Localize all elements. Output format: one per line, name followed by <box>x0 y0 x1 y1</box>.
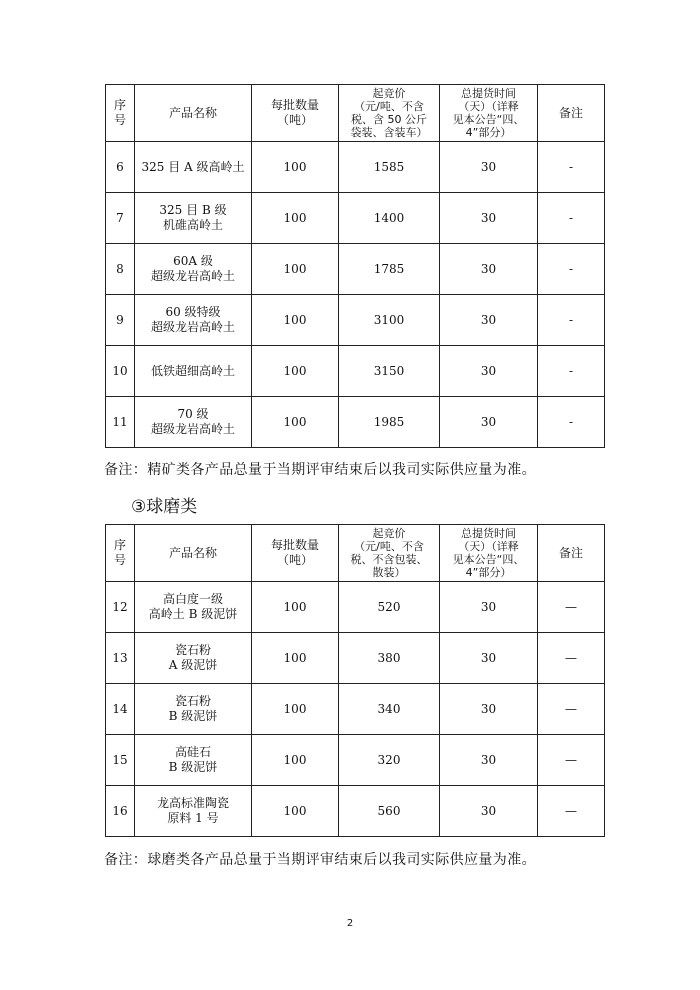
cell-product-name: 瓷石粉 A 级泥饼 <box>135 633 252 684</box>
cell-product-name: 60A 级 超级龙岩高岭土 <box>135 244 252 295</box>
cell-starting-price: 560 <box>339 786 440 837</box>
table-row <box>106 397 605 448</box>
cell-pickup-time: 30 <box>440 582 538 633</box>
cell-starting-price: 380 <box>339 633 440 684</box>
header-pickup-time: 总提货时间 （天）（详释 见本公告“四、 4”部分） <box>440 525 538 582</box>
cell-starting-price: 1985 <box>339 397 440 448</box>
cell-note: — <box>538 582 605 633</box>
header-starting-price: 起竞价 （元/吨、不含 税、含 50 公斤 袋装、含装车） <box>339 85 440 142</box>
table-header-row <box>106 85 605 142</box>
cell-note: - <box>538 346 605 397</box>
cell-batch-quantity: 100 <box>252 633 339 684</box>
cell-serial-no: 6 <box>106 142 135 193</box>
cell-batch-quantity: 100 <box>252 735 339 786</box>
cell-batch-quantity: 100 <box>252 193 339 244</box>
header-serial-no: 序 号 <box>106 525 135 582</box>
cell-serial-no: 9 <box>106 295 135 346</box>
cell-starting-price: 1785 <box>339 244 440 295</box>
table-row <box>106 582 605 633</box>
table-row <box>106 142 605 193</box>
table-row <box>106 193 605 244</box>
header-serial-no: 序 号 <box>106 85 135 142</box>
cell-note: - <box>538 142 605 193</box>
header-note: 备注 <box>538 525 605 582</box>
cell-product-name: 瓷石粉 B 级泥饼 <box>135 684 252 735</box>
table-row <box>106 684 605 735</box>
cell-note: — <box>538 735 605 786</box>
ball-mill-section-heading: ③球磨类 <box>131 497 198 517</box>
cell-note: — <box>538 633 605 684</box>
cell-batch-quantity: 100 <box>252 346 339 397</box>
cell-serial-no: 8 <box>106 244 135 295</box>
cell-note: - <box>538 295 605 346</box>
cell-pickup-time: 30 <box>440 786 538 837</box>
table-row <box>106 295 605 346</box>
cell-product-name: 高硅石 B 级泥饼 <box>135 735 252 786</box>
cell-starting-price: 320 <box>339 735 440 786</box>
cell-serial-no: 14 <box>106 684 135 735</box>
cell-serial-no: 12 <box>106 582 135 633</box>
concentrate-remark: 备注：精矿类各产品总量于当期评审结束后以我司实际供应量为准。 <box>104 462 536 478</box>
cell-pickup-time: 30 <box>440 295 538 346</box>
ball-mill-remark: 备注：球磨类各产品总量于当期评审结束后以我司实际供应量为准。 <box>104 852 536 868</box>
table-row <box>106 346 605 397</box>
cell-product-name: 325 目 B 级 机碓高岭土 <box>135 193 252 244</box>
cell-starting-price: 1585 <box>339 142 440 193</box>
cell-pickup-time: 30 <box>440 244 538 295</box>
concentrate-products-table <box>105 84 605 448</box>
table-row <box>106 244 605 295</box>
cell-starting-price: 340 <box>339 684 440 735</box>
cell-serial-no: 7 <box>106 193 135 244</box>
cell-pickup-time: 30 <box>440 142 538 193</box>
cell-batch-quantity: 100 <box>252 786 339 837</box>
cell-note: - <box>538 397 605 448</box>
cell-product-name: 60 级特级 超级龙岩高岭土 <box>135 295 252 346</box>
table-header-row <box>106 525 605 582</box>
cell-batch-quantity: 100 <box>252 244 339 295</box>
cell-pickup-time: 30 <box>440 735 538 786</box>
cell-batch-quantity: 100 <box>252 582 339 633</box>
page-number: 2 <box>346 918 354 929</box>
cell-pickup-time: 30 <box>440 346 538 397</box>
cell-product-name: 高白度一级 高岭土 B 级泥饼 <box>135 582 252 633</box>
cell-pickup-time: 30 <box>440 633 538 684</box>
cell-note: — <box>538 684 605 735</box>
cell-note: - <box>538 244 605 295</box>
table-row <box>106 786 605 837</box>
cell-product-name: 低铁超细高岭土 <box>135 346 252 397</box>
cell-batch-quantity: 100 <box>252 142 339 193</box>
cell-pickup-time: 30 <box>440 684 538 735</box>
cell-pickup-time: 30 <box>440 397 538 448</box>
cell-product-name: 龙高标准陶瓷 原料 1 号 <box>135 786 252 837</box>
cell-pickup-time: 30 <box>440 193 538 244</box>
cell-serial-no: 13 <box>106 633 135 684</box>
header-batch-quantity: 每批数量 （吨） <box>252 525 339 582</box>
cell-note: - <box>538 193 605 244</box>
header-note: 备注 <box>538 85 605 142</box>
cell-batch-quantity: 100 <box>252 684 339 735</box>
header-pickup-time: 总提货时间 （天）（详释 见本公告“四、 4”部分） <box>440 85 538 142</box>
cell-starting-price: 3100 <box>339 295 440 346</box>
cell-serial-no: 16 <box>106 786 135 837</box>
cell-starting-price: 1400 <box>339 193 440 244</box>
cell-serial-no: 15 <box>106 735 135 786</box>
cell-starting-price: 3150 <box>339 346 440 397</box>
header-starting-price: 起竞价 （元/吨、不含 税、不含包装、 散装） <box>339 525 440 582</box>
cell-starting-price: 520 <box>339 582 440 633</box>
cell-note: — <box>538 786 605 837</box>
cell-product-name: 325 目 A 级高岭土 <box>135 142 252 193</box>
ball-mill-products-table <box>105 524 605 837</box>
cell-serial-no: 10 <box>106 346 135 397</box>
header-product-name: 产品名称 <box>135 85 252 142</box>
cell-batch-quantity: 100 <box>252 397 339 448</box>
table-row <box>106 735 605 786</box>
header-product-name: 产品名称 <box>135 525 252 582</box>
header-batch-quantity: 每批数量 （吨） <box>252 85 339 142</box>
cell-product-name: 70 级 超级龙岩高岭土 <box>135 397 252 448</box>
cell-batch-quantity: 100 <box>252 295 339 346</box>
cell-serial-no: 11 <box>106 397 135 448</box>
table-row <box>106 633 605 684</box>
